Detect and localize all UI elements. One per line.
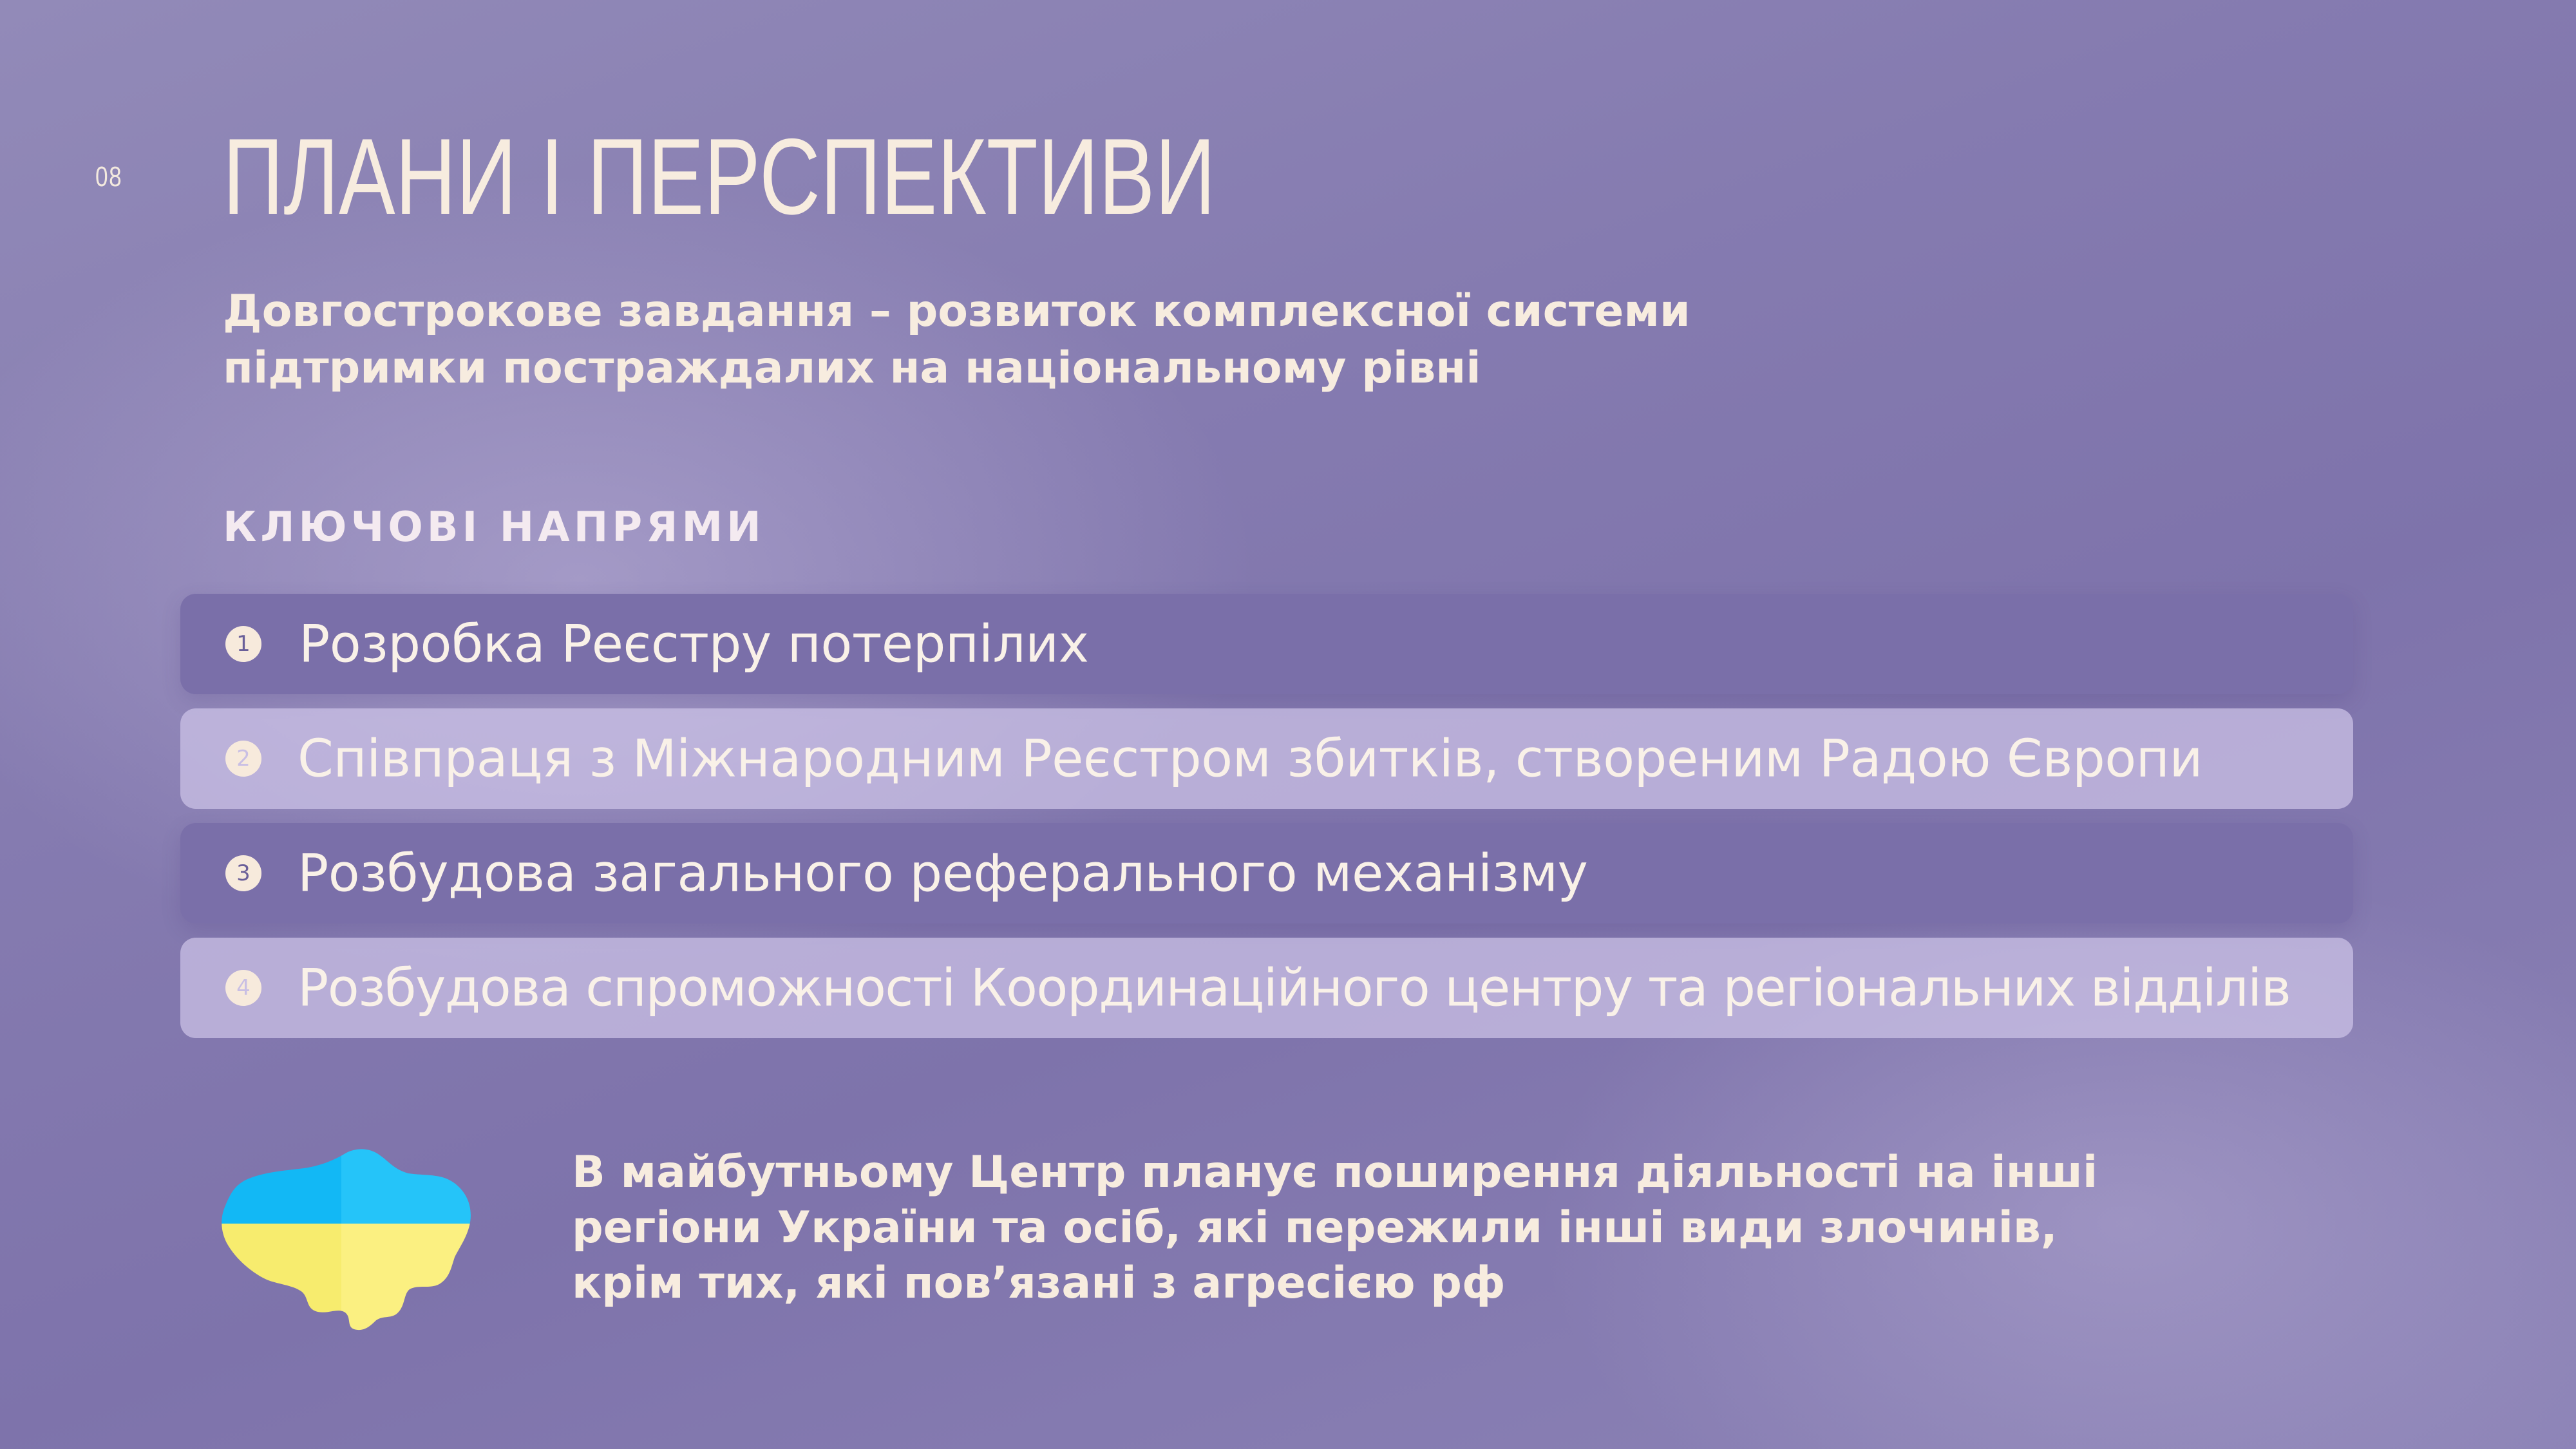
future-line: регіони України та осіб, які пережили інші види злочинів, xyxy=(572,1202,2058,1253)
number-badge: 2 xyxy=(225,741,261,777)
direction-item-2 xyxy=(180,708,2353,809)
subtitle xyxy=(223,283,1833,397)
future-line: В майбутньому Центр планує поширення діяльності на інші xyxy=(572,1147,2098,1198)
number-badge: 4 xyxy=(225,970,261,1006)
subtitle-line: підтримки постраждалих на національному рівні xyxy=(223,343,1481,393)
direction-label: Розбудова спроможності Координаційного центру та регіональних відділів xyxy=(298,958,2291,1018)
direction-item-4 xyxy=(180,938,2353,1038)
slide-title: ПЛАНИ І ПЕРСПЕКТИВИ xyxy=(223,116,1216,237)
direction-item-1 xyxy=(180,594,2353,694)
direction-label: Співпраця з Міжнародним Реєстром збитків, створеним Радою Європи xyxy=(298,728,2202,789)
direction-label: Розробка Реєстру потерпілих xyxy=(299,614,1089,674)
subtitle-line: Довгострокове завдання – розвиток комплексної системи xyxy=(223,286,1690,337)
directions-list xyxy=(180,594,2353,1052)
number-badge: 1 xyxy=(225,626,261,662)
section-heading: КЛЮЧОВІ НАПРЯМИ xyxy=(223,504,765,551)
ukraine-map-icon xyxy=(219,1146,483,1333)
number-badge: 3 xyxy=(225,855,261,891)
future-line: крім тих, які пов’язані з агресією рф xyxy=(572,1258,1506,1309)
direction-label: Розбудова загального реферального механізму xyxy=(298,843,1588,904)
page-number: 08 xyxy=(95,161,123,193)
future-plans-text xyxy=(572,1145,2182,1311)
direction-item-3 xyxy=(180,823,2353,923)
